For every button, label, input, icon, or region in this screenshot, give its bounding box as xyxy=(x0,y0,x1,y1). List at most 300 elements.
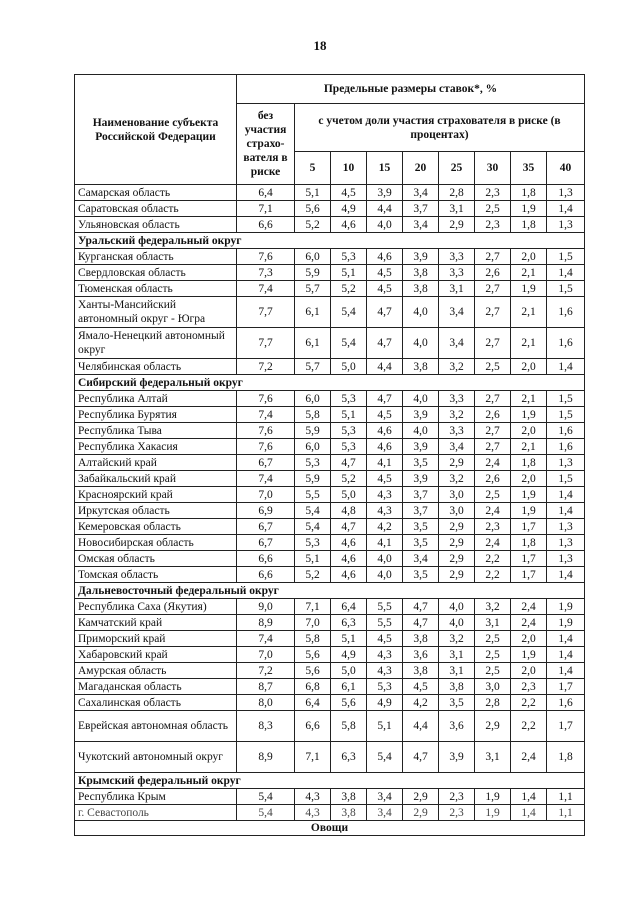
rate-value: 3,2 xyxy=(475,599,511,615)
rate-value: 5,0 xyxy=(331,487,367,503)
table-row xyxy=(75,217,585,233)
rate-value: 3,9 xyxy=(403,471,439,487)
rate-value: 4,9 xyxy=(331,201,367,217)
region-name: Красноярский край xyxy=(75,487,237,503)
rate-value: 1,9 xyxy=(511,407,547,423)
rate-value: 1,5 xyxy=(547,249,585,265)
rate-value: 6,8 xyxy=(295,679,331,695)
region-name: Камчатский край xyxy=(75,615,237,631)
rate-value: 7,1 xyxy=(295,599,331,615)
rate-value: 1,9 xyxy=(511,201,547,217)
rate-value: 2,7 xyxy=(475,439,511,455)
rate-value: 4,0 xyxy=(367,551,403,567)
region-name: Амурская область xyxy=(75,663,237,679)
rate-value: 4,2 xyxy=(403,695,439,711)
rate-value: 4,0 xyxy=(403,423,439,439)
rate-no-participation: 6,4 xyxy=(237,185,295,201)
rate-value: 3,9 xyxy=(403,439,439,455)
rate-value: 2,1 xyxy=(511,297,547,328)
table-row xyxy=(75,631,585,647)
region-name: Республика Алтай xyxy=(75,391,237,407)
rate-value: 5,0 xyxy=(331,663,367,679)
region-name: Магаданская область xyxy=(75,679,237,695)
rate-value: 2,9 xyxy=(439,519,475,535)
rate-value: 5,2 xyxy=(295,567,331,583)
rate-no-participation: 7,6 xyxy=(237,249,295,265)
district-row xyxy=(75,583,585,599)
rate-value: 5,5 xyxy=(367,615,403,631)
table-row xyxy=(75,742,585,773)
rate-value: 2,2 xyxy=(475,567,511,583)
rate-value: 2,7 xyxy=(475,249,511,265)
rates-body xyxy=(75,185,585,836)
rate-value: 3,9 xyxy=(403,249,439,265)
region-name: Челябинская область xyxy=(75,359,237,375)
table-row xyxy=(75,407,585,423)
rate-value: 5,1 xyxy=(367,711,403,742)
rate-value: 3,8 xyxy=(403,359,439,375)
table-row xyxy=(75,805,585,821)
rate-value: 3,0 xyxy=(475,679,511,695)
rate-value: 4,0 xyxy=(403,297,439,328)
rate-no-participation: 7,4 xyxy=(237,281,295,297)
rate-value: 1,7 xyxy=(547,679,585,695)
rate-value: 1,4 xyxy=(547,265,585,281)
rate-no-participation: 5,4 xyxy=(237,789,295,805)
rate-value: 4,5 xyxy=(367,407,403,423)
table-row xyxy=(75,789,585,805)
region-name: Саратовская область xyxy=(75,201,237,217)
rate-value: 3,4 xyxy=(439,328,475,359)
rate-value: 3,2 xyxy=(439,471,475,487)
rate-value: 1,4 xyxy=(547,201,585,217)
rate-value: 2,3 xyxy=(475,519,511,535)
rate-no-participation: 6,7 xyxy=(237,535,295,551)
rate-value: 2,4 xyxy=(475,535,511,551)
rate-value: 5,6 xyxy=(295,647,331,663)
rate-value: 5,2 xyxy=(331,471,367,487)
rate-value: 1,4 xyxy=(547,663,585,679)
rate-value: 2,5 xyxy=(475,647,511,663)
rate-value: 1,1 xyxy=(547,805,585,821)
rate-value: 4,7 xyxy=(331,455,367,471)
rate-value: 4,7 xyxy=(367,328,403,359)
rate-value: 3,8 xyxy=(403,631,439,647)
rate-value: 2,1 xyxy=(511,328,547,359)
rate-value: 3,7 xyxy=(403,201,439,217)
rate-value: 1,6 xyxy=(547,328,585,359)
rate-value: 1,8 xyxy=(511,535,547,551)
rate-value: 3,5 xyxy=(403,519,439,535)
rate-value: 4,3 xyxy=(367,487,403,503)
rate-no-participation: 7,0 xyxy=(237,487,295,503)
rate-value: 3,1 xyxy=(439,201,475,217)
rate-value: 1,4 xyxy=(547,567,585,583)
rate-value: 4,5 xyxy=(403,679,439,695)
table-row xyxy=(75,599,585,615)
rate-value: 1,9 xyxy=(511,281,547,297)
rate-no-participation: 8,9 xyxy=(237,615,295,631)
rate-no-participation: 6,6 xyxy=(237,551,295,567)
rate-value: 4,0 xyxy=(367,567,403,583)
rate-value: 3,2 xyxy=(439,631,475,647)
table-row xyxy=(75,503,585,519)
rate-value: 2,7 xyxy=(475,297,511,328)
rate-value: 4,6 xyxy=(331,535,367,551)
rate-value: 1,4 xyxy=(547,631,585,647)
rate-value: 5,8 xyxy=(331,711,367,742)
rate-value: 2,8 xyxy=(439,185,475,201)
region-name: Алтайский край xyxy=(75,455,237,471)
rate-value: 2,7 xyxy=(475,281,511,297)
rate-value: 5,7 xyxy=(295,281,331,297)
rate-value: 3,4 xyxy=(403,217,439,233)
rate-value: 6,1 xyxy=(331,679,367,695)
rate-value: 3,2 xyxy=(439,359,475,375)
rate-value: 3,4 xyxy=(367,805,403,821)
rate-value: 4,6 xyxy=(367,423,403,439)
rate-value: 4,6 xyxy=(331,551,367,567)
table-row xyxy=(75,455,585,471)
rate-value: 3,4 xyxy=(439,297,475,328)
rate-value: 2,9 xyxy=(439,455,475,471)
rate-value: 1,8 xyxy=(511,455,547,471)
region-name: Забайкальский край xyxy=(75,471,237,487)
rate-value: 6,1 xyxy=(295,297,331,328)
table-row xyxy=(75,391,585,407)
rate-value: 4,1 xyxy=(367,535,403,551)
rate-value: 2,9 xyxy=(403,805,439,821)
rate-value: 7,1 xyxy=(295,742,331,773)
rate-value: 1,3 xyxy=(547,551,585,567)
table-row xyxy=(75,359,585,375)
rate-value: 4,0 xyxy=(439,615,475,631)
rate-value: 1,6 xyxy=(547,439,585,455)
rate-value: 1,9 xyxy=(475,789,511,805)
insurance-rates-table xyxy=(74,74,585,836)
rate-value: 4,7 xyxy=(367,391,403,407)
rate-value: 4,5 xyxy=(367,471,403,487)
rate-no-participation: 9,0 xyxy=(237,599,295,615)
rate-value: 5,5 xyxy=(295,487,331,503)
region-name: Новосибирская область xyxy=(75,535,237,551)
rate-value: 5,3 xyxy=(367,679,403,695)
rate-value: 3,5 xyxy=(403,535,439,551)
rate-value: 3,4 xyxy=(367,789,403,805)
region-name: Кемеровская область xyxy=(75,519,237,535)
rate-value: 4,3 xyxy=(295,805,331,821)
rate-value: 5,1 xyxy=(295,185,331,201)
rate-value: 5,3 xyxy=(331,249,367,265)
table-row xyxy=(75,471,585,487)
rate-value: 1,8 xyxy=(511,185,547,201)
no-participation-header: без участия страхо-вателя в риске xyxy=(237,104,295,185)
rate-value: 5,1 xyxy=(331,631,367,647)
rate-value: 4,6 xyxy=(331,567,367,583)
rate-value: 2,3 xyxy=(439,789,475,805)
rate-value: 3,3 xyxy=(439,391,475,407)
region-name: Ханты-Мансийский автономный округ - Югра xyxy=(75,297,237,328)
rate-value: 1,7 xyxy=(547,711,585,742)
table-row xyxy=(75,615,585,631)
rate-value: 3,8 xyxy=(331,805,367,821)
percent-column-header: 10 xyxy=(331,152,367,185)
rate-value: 3,1 xyxy=(439,281,475,297)
rate-value: 4,5 xyxy=(331,185,367,201)
rate-no-participation: 8,9 xyxy=(237,742,295,773)
rate-value: 6,0 xyxy=(295,249,331,265)
rate-value: 5,8 xyxy=(295,631,331,647)
rate-value: 2,1 xyxy=(511,439,547,455)
rate-value: 4,3 xyxy=(295,789,331,805)
rate-value: 2,9 xyxy=(475,711,511,742)
rate-value: 1,6 xyxy=(547,695,585,711)
rate-value: 6,0 xyxy=(295,439,331,455)
rate-value: 6,0 xyxy=(295,391,331,407)
table-row xyxy=(75,695,585,711)
rate-value: 2,0 xyxy=(511,423,547,439)
rate-value: 3,8 xyxy=(403,281,439,297)
rate-value: 2,9 xyxy=(439,551,475,567)
rate-value: 6,3 xyxy=(331,615,367,631)
rate-value: 3,7 xyxy=(403,503,439,519)
rate-value: 1,3 xyxy=(547,217,585,233)
rate-value: 1,4 xyxy=(547,503,585,519)
rate-value: 2,5 xyxy=(475,359,511,375)
rate-value: 1,4 xyxy=(547,487,585,503)
percent-column-header: 30 xyxy=(475,152,511,185)
table-row xyxy=(75,663,585,679)
rate-value: 2,3 xyxy=(511,679,547,695)
rate-value: 2,2 xyxy=(511,695,547,711)
rate-value: 1,6 xyxy=(547,423,585,439)
percent-column-header: 25 xyxy=(439,152,475,185)
rate-no-participation: 6,7 xyxy=(237,519,295,535)
district-row xyxy=(75,233,585,249)
region-name: Курганская область xyxy=(75,249,237,265)
percent-column-header: 40 xyxy=(547,152,585,185)
table-row xyxy=(75,711,585,742)
rate-value: 4,6 xyxy=(367,439,403,455)
region-name: Свердловская область xyxy=(75,265,237,281)
rate-value: 2,5 xyxy=(475,663,511,679)
rate-value: 2,0 xyxy=(511,359,547,375)
rate-value: 1,9 xyxy=(511,487,547,503)
rate-value: 5,4 xyxy=(295,519,331,535)
rate-value: 5,6 xyxy=(331,695,367,711)
rate-value: 2,9 xyxy=(439,217,475,233)
rate-value: 4,5 xyxy=(367,631,403,647)
rate-no-participation: 7,6 xyxy=(237,391,295,407)
table-row xyxy=(75,535,585,551)
rate-value: 1,7 xyxy=(511,567,547,583)
rate-value: 5,3 xyxy=(331,391,367,407)
rate-value: 1,6 xyxy=(547,297,585,328)
rate-value: 4,0 xyxy=(439,599,475,615)
rate-value: 1,7 xyxy=(511,551,547,567)
rate-value: 3,9 xyxy=(403,407,439,423)
rate-no-participation: 7,2 xyxy=(237,663,295,679)
rate-value: 4,0 xyxy=(367,217,403,233)
rate-no-participation: 6,7 xyxy=(237,455,295,471)
rate-value: 5,3 xyxy=(331,439,367,455)
rate-value: 3,1 xyxy=(439,663,475,679)
table-row xyxy=(75,423,585,439)
rate-value: 5,3 xyxy=(295,455,331,471)
rate-value: 3,4 xyxy=(403,551,439,567)
rate-no-participation: 5,4 xyxy=(237,805,295,821)
rate-value: 5,6 xyxy=(295,663,331,679)
rate-no-participation: 6,6 xyxy=(237,217,295,233)
rate-value: 4,3 xyxy=(367,503,403,519)
table-row xyxy=(75,328,585,359)
rate-value: 1,9 xyxy=(547,615,585,631)
rate-value: 6,4 xyxy=(331,599,367,615)
table-row xyxy=(75,185,585,201)
table-row xyxy=(75,567,585,583)
region-name: Самарская область xyxy=(75,185,237,201)
rate-value: 1,3 xyxy=(547,519,585,535)
table-row xyxy=(75,519,585,535)
rate-value: 3,4 xyxy=(403,185,439,201)
rate-value: 1,8 xyxy=(511,217,547,233)
rate-value: 5,4 xyxy=(331,328,367,359)
rate-value: 5,1 xyxy=(331,407,367,423)
rate-value: 2,3 xyxy=(475,217,511,233)
rate-value: 1,8 xyxy=(547,742,585,773)
rate-value: 1,9 xyxy=(511,647,547,663)
rate-no-participation: 7,4 xyxy=(237,631,295,647)
district-name: Дальневосточный федеральный округ xyxy=(75,583,585,599)
table-row xyxy=(75,487,585,503)
rate-value: 1,5 xyxy=(547,407,585,423)
district-row xyxy=(75,773,585,789)
percent-column-header: 15 xyxy=(367,152,403,185)
rate-value: 6,4 xyxy=(295,695,331,711)
rate-value: 3,7 xyxy=(403,487,439,503)
rate-value: 2,9 xyxy=(439,535,475,551)
page-number: 18 xyxy=(313,38,327,53)
region-name: Омская область xyxy=(75,551,237,567)
rate-value: 6,3 xyxy=(331,742,367,773)
rate-value: 2,1 xyxy=(511,391,547,407)
rate-value: 1,4 xyxy=(511,789,547,805)
rate-value: 3,1 xyxy=(475,742,511,773)
rate-value: 2,0 xyxy=(511,249,547,265)
rate-no-participation: 6,9 xyxy=(237,503,295,519)
rate-value: 2,7 xyxy=(475,391,511,407)
rate-value: 5,4 xyxy=(331,297,367,328)
rate-value: 1,4 xyxy=(511,805,547,821)
rate-value: 5,0 xyxy=(331,359,367,375)
rate-value: 2,9 xyxy=(439,567,475,583)
region-name: Республика Тыва xyxy=(75,423,237,439)
rate-value: 4,7 xyxy=(367,297,403,328)
rate-value: 4,7 xyxy=(403,599,439,615)
table-row xyxy=(75,439,585,455)
rate-value: 4,4 xyxy=(367,359,403,375)
region-name: г. Севастополь xyxy=(75,805,237,821)
percent-column-header: 5 xyxy=(295,152,331,185)
rate-value: 3,5 xyxy=(403,567,439,583)
rate-value: 3,3 xyxy=(439,423,475,439)
rate-value: 4,4 xyxy=(403,711,439,742)
region-name: Республика Крым xyxy=(75,789,237,805)
percent-column-header: 20 xyxy=(403,152,439,185)
region-name: Чукотский автономный округ xyxy=(75,742,237,773)
table-row xyxy=(75,679,585,695)
rate-value: 2,2 xyxy=(475,551,511,567)
rate-value: 2,3 xyxy=(475,185,511,201)
rate-value: 5,3 xyxy=(295,535,331,551)
rate-value: 2,4 xyxy=(511,599,547,615)
rate-value: 6,1 xyxy=(295,328,331,359)
rate-value: 5,9 xyxy=(295,471,331,487)
rate-value: 5,4 xyxy=(367,742,403,773)
rate-value: 1,4 xyxy=(547,647,585,663)
rate-no-participation: 7,6 xyxy=(237,439,295,455)
rate-value: 1,4 xyxy=(547,359,585,375)
rate-value: 2,1 xyxy=(511,265,547,281)
rate-value: 5,2 xyxy=(331,281,367,297)
rate-value: 2,4 xyxy=(475,455,511,471)
rate-value: 4,8 xyxy=(331,503,367,519)
rate-value: 2,3 xyxy=(439,805,475,821)
rate-value: 1,5 xyxy=(547,281,585,297)
rate-value: 5,2 xyxy=(295,217,331,233)
rate-value: 5,1 xyxy=(331,265,367,281)
rate-value: 2,5 xyxy=(475,631,511,647)
rate-value: 2,0 xyxy=(511,471,547,487)
percent-column-header: 35 xyxy=(511,152,547,185)
rate-value: 3,5 xyxy=(439,695,475,711)
rate-value: 1,5 xyxy=(547,471,585,487)
table-row xyxy=(75,647,585,663)
region-name: Ульяновская область xyxy=(75,217,237,233)
table-row xyxy=(75,265,585,281)
region-name: Приморский край xyxy=(75,631,237,647)
rate-value: 2,9 xyxy=(403,789,439,805)
rate-no-participation: 7,2 xyxy=(237,359,295,375)
region-name: Еврейская автономная область xyxy=(75,711,237,742)
rate-value: 4,9 xyxy=(331,647,367,663)
rate-value: 4,7 xyxy=(403,742,439,773)
rate-value: 2,4 xyxy=(511,742,547,773)
rate-value: 3,1 xyxy=(439,647,475,663)
rate-value: 5,5 xyxy=(367,599,403,615)
rate-value: 1,7 xyxy=(511,519,547,535)
rate-value: 1,3 xyxy=(547,535,585,551)
region-name: Иркутская область xyxy=(75,503,237,519)
rate-value: 4,2 xyxy=(367,519,403,535)
rate-value: 5,4 xyxy=(295,503,331,519)
rate-value: 2,8 xyxy=(475,695,511,711)
rate-no-participation: 8,0 xyxy=(237,695,295,711)
rate-no-participation: 7,7 xyxy=(237,297,295,328)
rate-value: 4,3 xyxy=(367,663,403,679)
district-name: Уральский федеральный округ xyxy=(75,233,585,249)
rate-value: 3,1 xyxy=(475,615,511,631)
rate-value: 5,9 xyxy=(295,265,331,281)
table-row xyxy=(75,551,585,567)
section-title: Овощи xyxy=(75,821,585,836)
rate-value: 1,5 xyxy=(547,391,585,407)
rate-no-participation: 7,4 xyxy=(237,407,295,423)
rate-value: 4,9 xyxy=(367,695,403,711)
district-name: Крымский федеральный округ xyxy=(75,773,585,789)
rate-value: 4,4 xyxy=(367,201,403,217)
table-row xyxy=(75,249,585,265)
